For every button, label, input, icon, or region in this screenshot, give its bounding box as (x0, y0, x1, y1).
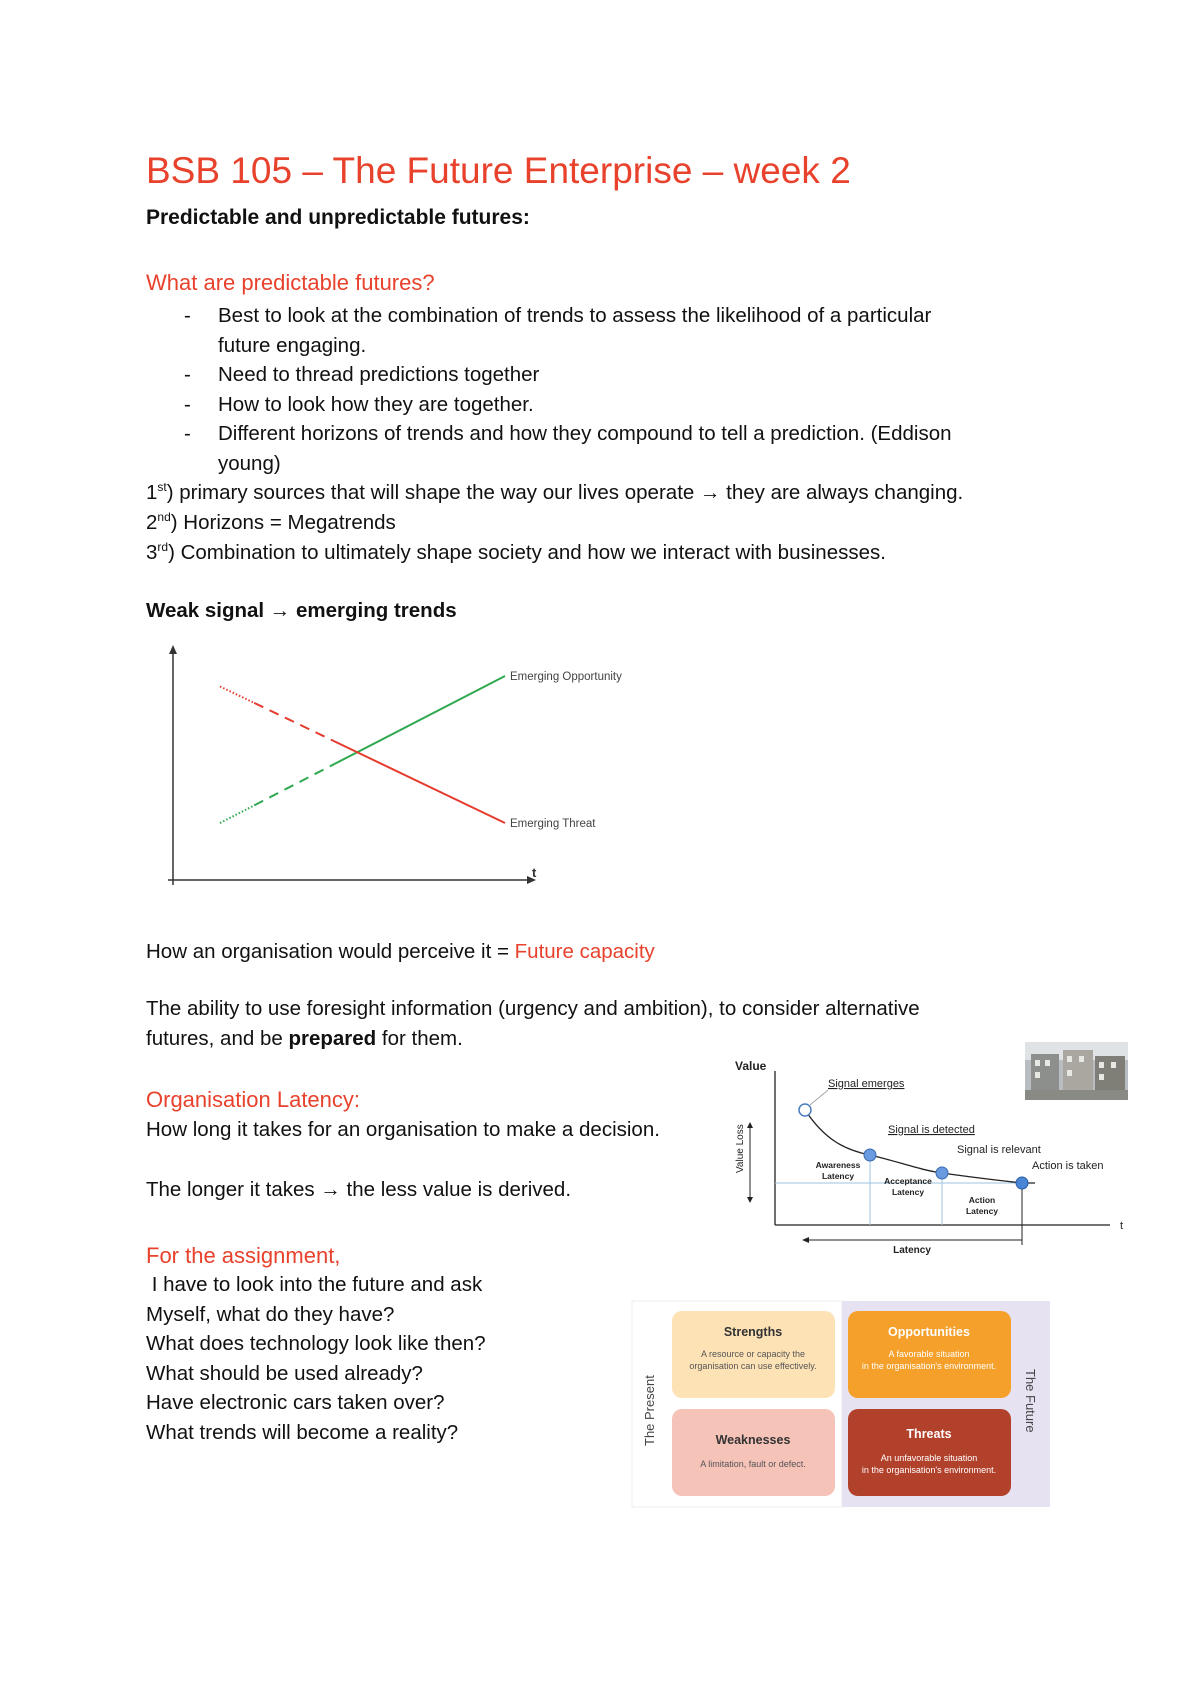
building-photo (1025, 1042, 1128, 1100)
assignment-line: What trends will become a reality? (146, 1420, 459, 1444)
svg-text:in the organisation's environm: in the organisation's environment. (861, 1361, 997, 1371)
svg-text:A favorable situation: A favorable situation (888, 1349, 970, 1359)
bullet-text: Different horizons of trends and how they compound to tell a prediction. (Eddison (218, 422, 952, 445)
svg-text:organisation can use effective: organisation can use effectively. (689, 1361, 817, 1371)
svg-text:Awareness: Awareness (815, 1160, 861, 1170)
bullet-text: Best to look at the combination of trends to assess the likelihood of a particular (218, 304, 932, 327)
series-line-threat (220, 687, 254, 703)
assignment-list (146, 1270, 486, 1447)
latency-line2: The longer it takes → the less value is derived. (146, 1178, 572, 1201)
value-axis-label: Value (735, 1059, 767, 1073)
future-label: The Future (1023, 1369, 1038, 1433)
svg-text:Threats: Threats (906, 1427, 952, 1441)
series-line-opportunity (254, 764, 334, 805)
capacity-line: How an organisation would perceive it = Future capacity (146, 940, 655, 963)
svg-text:Latency: Latency (821, 1171, 855, 1181)
numbered-item: 3rd) Combination to ultimately shape society and how we interact with businesses. (146, 540, 886, 564)
predictable-bullets (146, 301, 952, 478)
svg-text:Latency: Latency (965, 1206, 999, 1216)
page-title: BSB 105 – The Future Enterprise – week 2 (146, 150, 851, 191)
x-axis-label: t (532, 865, 537, 880)
svg-text:Signal is relevant: Signal is relevant (957, 1144, 1041, 1156)
bullet-text: How to look how they are together. (218, 392, 534, 416)
bullet-text-cont: future engaging. (218, 333, 367, 357)
assignment-line: What should be used already? (146, 1361, 423, 1385)
series-line-opportunity (220, 805, 254, 823)
svg-text:t: t (1120, 1220, 1124, 1232)
y-axis-arrow (169, 645, 177, 654)
capacity-paragraph: The ability to use foresight information (urgency and ambition), to consider alternative futures, and be prepared for them. (146, 997, 920, 1050)
numbered-list (146, 478, 963, 568)
svg-text:Signal emerges: Signal emerges (828, 1078, 905, 1090)
bullet-item: - Need to thread predictions together (184, 363, 540, 386)
svg-text:Action is taken: Action is taken (1032, 1160, 1104, 1172)
svg-text:A resource or capacity the: A resource or capacity the (700, 1349, 806, 1359)
page-subtitle: Predictable and unpredictable futures: (146, 206, 530, 229)
bullet-item: - How to look how they are together. (184, 392, 534, 416)
trend-chart (160, 645, 622, 895)
predictable-heading: What are predictable futures? (146, 270, 435, 295)
latency-line1: How long it takes for an organisation to make a decision. (146, 1118, 660, 1141)
numbered-item: 1st) primary sources that will shape the way our lives operate → they are always changing. (146, 480, 964, 504)
assignment-line: Myself, what do they have? (146, 1302, 395, 1326)
svg-text:Strengths: Strengths (723, 1325, 783, 1339)
series-label-threat: Emerging Threat (510, 818, 596, 830)
svg-text:in the organisation's environm: in the organisation's environment. (861, 1465, 997, 1475)
bullet-text-cont: young) (218, 451, 281, 475)
svg-text:Signal is detected: Signal is detected (888, 1124, 975, 1136)
assignment-line: Have electronic cars taken over? (146, 1391, 445, 1414)
svg-text:A limitation, fault or defect.: A limitation, fault or defect. (700, 1459, 806, 1469)
present-label: The Present (642, 1375, 657, 1446)
svg-text:Action: Action (968, 1195, 996, 1205)
latency-heading: Organisation Latency: (146, 1087, 361, 1112)
svg-text:Opportunities: Opportunities (888, 1325, 970, 1339)
bullet-item: - Different horizons of trends and how they compound to tell a prediction. (Eddison young) (146, 419, 952, 478)
assignment-line: What does technology look like then? (146, 1332, 486, 1355)
value-loss-label: Value Loss (735, 1124, 746, 1173)
capacity-highlight: Future capacity (514, 940, 655, 963)
bullet-text: Need to thread predictions together (218, 363, 540, 386)
series-line-opportunity (334, 676, 505, 764)
bullet-item: - Best to look at the combination of trends to assess the likelihood of a particular future engaging. (146, 301, 952, 360)
latency-axis-label: Latency (893, 1245, 931, 1256)
series-line-threat (254, 703, 334, 741)
svg-text:Acceptance: Acceptance (884, 1176, 932, 1186)
svg-text:Latency: Latency (891, 1187, 925, 1197)
series-line-threat (334, 741, 505, 823)
assignment-heading: For the assignment, (146, 1243, 341, 1268)
assignment-line: I have to look into the future and ask (146, 1273, 483, 1296)
weak-signal-heading: Weak signal → emerging trends (146, 599, 457, 622)
svg-text:Weaknesses: Weaknesses (715, 1433, 791, 1447)
numbered-item: 2nd) Horizons = Megatrends (146, 510, 396, 534)
swot-diagram (632, 1301, 1050, 1507)
weaknesses-box (672, 1409, 835, 1496)
series-label-opportunity: Emerging Opportunity (510, 671, 622, 683)
svg-text:An unfavorable situation: An unfavorable situation (880, 1453, 978, 1463)
